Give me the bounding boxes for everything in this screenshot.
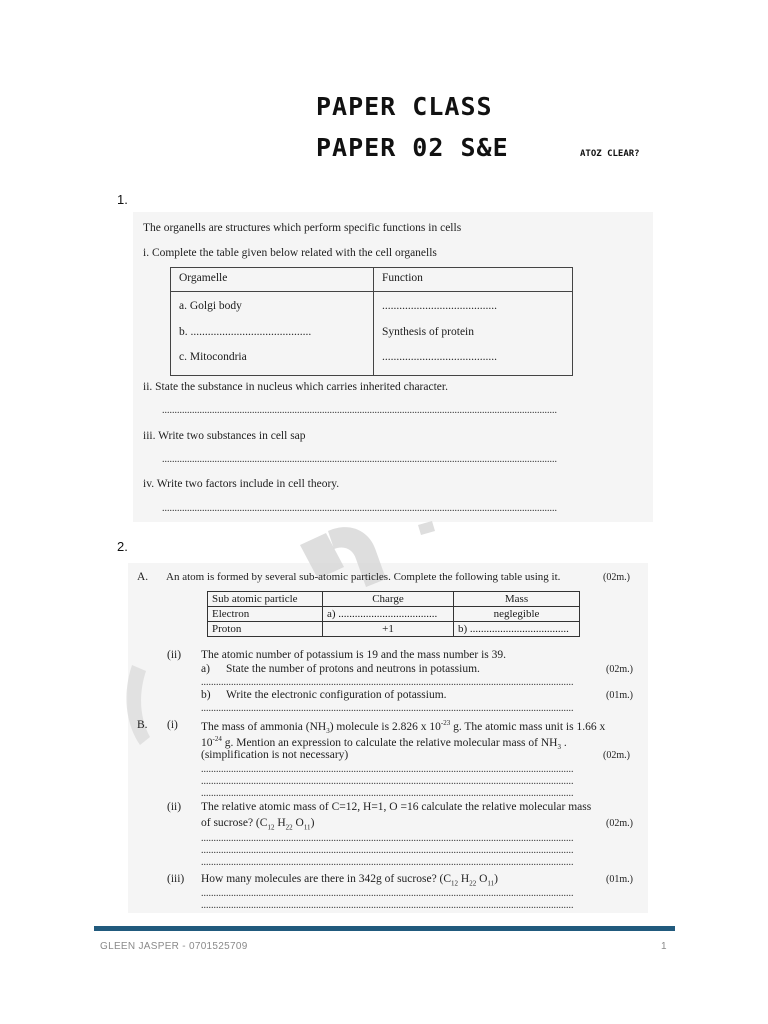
header-tagline: ATOZ CLEAR?	[580, 149, 640, 159]
q2-B-label: B.	[137, 719, 148, 731]
q2-B-i-marks: (02m.)	[603, 750, 630, 761]
answer-line[interactable]: .....................................................................................................................................................	[201, 677, 574, 688]
q2-A-ii-b-text: Write the electronic configuration of potassium.	[226, 689, 447, 701]
answer-line[interactable]: .....................................................................................................................................................	[201, 845, 574, 856]
question-1-number: 1.	[117, 192, 128, 207]
table-cell: Sub atomic particle	[208, 592, 323, 607]
q2-B-i-line-1: The mass of ammonia $(NH_3)$ molecule is 2.826 x $10^{-23}$ g. The atomic mass unit is 1.66 x	[201, 719, 606, 736]
table-cell: Synthesis of protein	[382, 325, 474, 338]
page-title-line-2: PAPER 02 S&E	[316, 133, 509, 162]
organelle-table-header-right: Function	[374, 268, 573, 292]
answer-line[interactable]: .....................................................................................................................................................	[201, 900, 574, 911]
footer-author: GLEEN JASPER - 0701525709	[100, 941, 248, 952]
q2-B-iii-text: How many molecules are there in 342g of sucrose? ($C_{12}$ $H_{22}$ $O_{11}$)	[201, 873, 499, 888]
footer-divider	[94, 926, 675, 931]
table-cell[interactable]: a) ....................................	[323, 607, 454, 622]
q2-B-ii-line-2: of sucrose? ($C_{12}$ $H_{22}$ $O_{11}$)	[201, 817, 315, 832]
footer-page-number: 1	[661, 941, 667, 952]
q2-B-ii-label: (ii)	[167, 801, 182, 813]
q1-part-iii: iii. Write two substances in cell sap	[143, 430, 306, 442]
table-cell: a. Golgi body	[179, 300, 242, 312]
q2-A-ii-text: The atomic number of potassium is 19 and the mass number is 39.	[201, 649, 507, 661]
table-cell: Electron	[208, 607, 323, 622]
q2-B-ii-line-1: The relative atomic mass of C=12, H=1, O =16 calculate the relative molecular mass	[201, 801, 592, 813]
q2-B-ii-marks: (02m.)	[606, 818, 633, 829]
answer-line[interactable]: .....................................................................................................................................................	[201, 833, 574, 844]
question-2-number: 2.	[117, 539, 128, 554]
q2-A-marks: (02m.)	[603, 572, 630, 583]
q2-A-ii-b-label: b)	[201, 689, 211, 701]
organelle-table-col-right	[374, 292, 573, 376]
table-cell[interactable]: ........................................	[382, 351, 497, 363]
page-title-line-1: PAPER CLASS	[316, 92, 493, 121]
q2-A-label: A.	[137, 571, 149, 583]
q1-intro: The organells are structures which perform specific functions in cells	[143, 222, 462, 234]
q2-B-i-line-2: $10^{-24}$ g. Mention an expression to calculate the relative molecular mass of $NH_3$ .	[201, 735, 567, 752]
answer-line[interactable]: .....................................................................................................................................................	[201, 703, 574, 714]
organelle-table	[170, 267, 573, 376]
table-cell[interactable]: ........................................	[382, 300, 497, 312]
q2-A-text: An atom is formed by several sub-atomic particles. Complete the following table using it.	[166, 571, 561, 583]
q2-A-ii-a-label: a)	[201, 663, 210, 675]
q2-B-i-label: (i)	[167, 719, 178, 731]
q2-A-ii-b-marks: (01m.)	[606, 690, 633, 701]
q2-A-ii-a-marks: (02m.)	[606, 664, 633, 675]
table-cell: Charge	[323, 592, 454, 607]
table-cell[interactable]: b. ..........................................	[179, 325, 312, 338]
answer-line[interactable]: .....................................................................................................................................................	[201, 788, 574, 799]
table-cell: Mass	[454, 592, 580, 607]
subatomic-table	[207, 591, 580, 637]
answer-line[interactable]: ..............................................................................................................................................................	[162, 405, 557, 416]
table-cell: neglegible	[454, 607, 580, 622]
table-cell: Proton	[208, 622, 323, 637]
organelle-table-col-left	[171, 292, 374, 376]
table-cell[interactable]: b) ....................................	[454, 622, 580, 637]
organelle-table-header-left: Orgamelle	[171, 268, 374, 292]
q2-B-i-line-3: (simplification is not necessary)	[201, 749, 349, 761]
q2-A-ii-a-text: State the number of protons and neutrons in potassium.	[226, 663, 480, 675]
q2-B-iii-marks: (01m.)	[606, 874, 633, 885]
answer-line[interactable]: .....................................................................................................................................................	[201, 857, 574, 868]
answer-line[interactable]: .....................................................................................................................................................	[201, 776, 574, 787]
table-cell: c. Mitocondria	[179, 351, 247, 363]
q1-part-iv: iv. Write two factors include in cell theory.	[143, 478, 340, 490]
q1-part-i: i. Complete the table given below related with the cell organells	[143, 247, 437, 259]
answer-line[interactable]: .....................................................................................................................................................	[201, 888, 574, 899]
q2-A-ii-label: (ii)	[167, 649, 182, 661]
table-cell: +1	[323, 622, 454, 637]
answer-line[interactable]: .....................................................................................................................................................	[201, 764, 574, 775]
q2-B-iii-label: (iii)	[167, 873, 185, 885]
q1-part-ii: ii. State the substance in nucleus which carries inherited character.	[143, 381, 448, 393]
answer-line[interactable]: ..............................................................................................................................................................	[162, 503, 557, 514]
answer-line[interactable]: ..............................................................................................................................................................	[162, 454, 557, 465]
